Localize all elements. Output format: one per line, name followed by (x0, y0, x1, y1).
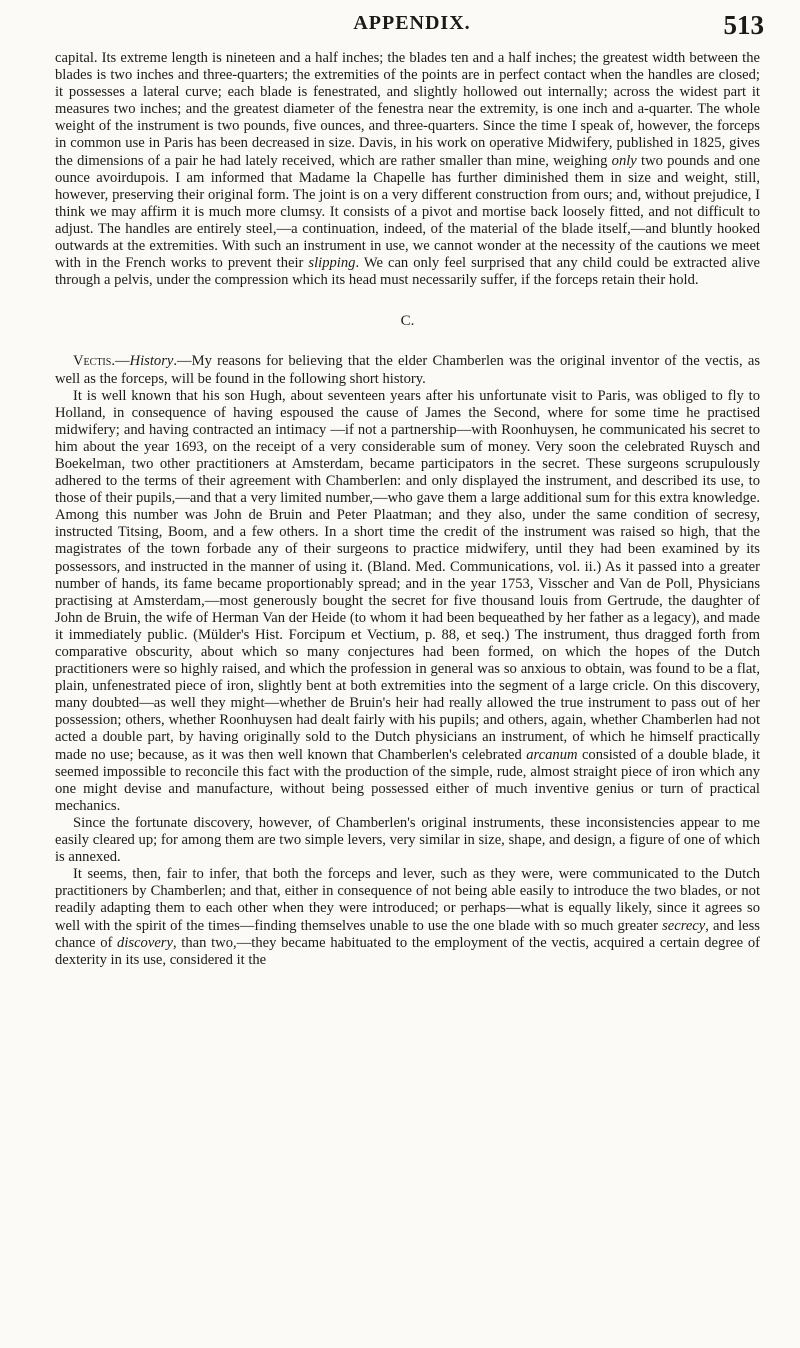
emphasis-text: only (611, 152, 637, 169)
paragraph-discovery: Since the fortunate discovery, however, of Chamberlen's original instruments, these inconsistencies appear to me easily cleared up; for among them are two simple levers, very similar in size, shape, and design, a figure of one of which is annexed. (55, 814, 760, 866)
page-header (60, 12, 764, 40)
body-text (55, 50, 760, 969)
paragraph-forceps-description (55, 50, 760, 289)
paragraph-inference (55, 866, 760, 969)
emphasis-text: arcanum (526, 746, 578, 763)
paragraph-text: , than two,—they became habituated to the employment of the vectis, acquired a certain degree of dexterity in its use, considered it the (55, 934, 760, 968)
history-label: History (129, 353, 174, 370)
emphasis-text: secrecy (662, 917, 706, 934)
paragraph-text: It seems, then, fair to infer, that both the forceps and lever, such as they were, were communicated to the Dutch practitioners by Chamberlen; and that, either in consequence of not being able easily to introduce the two blades, or not readily adapting them to each other when they were introduced; or perhaps—what is equally likely, since it agrees so well with the spirit of the times—finding themselves unable to use the one blade with so much greater (55, 866, 760, 934)
lead-dash: .— (111, 353, 130, 370)
paragraph-text: , and less chance of (55, 917, 760, 951)
paragraph-vectis-intro (55, 353, 760, 387)
paragraph-text: . We can only feel surprised that any child could be extracted alive through a pelvis, under the compression which its head must necessarily suffer, if the forceps retain their hold. (55, 255, 760, 289)
emphasis-text: discovery (117, 934, 173, 951)
paragraph-text: consisted of a double blade, it seemed impossible to reconcile this fact with the production of the simple, rude, almost straight piece of iron which any one might devise and manufacture, without being possessed either of much inventive genius or turn of practical mechanics. (55, 746, 760, 814)
section-heading: C. (400, 313, 415, 330)
emphasis-text: slipping (308, 255, 356, 272)
paragraph-text: It is well known that his son Hugh, about seventeen years after his unfortunate visit to Paris, was obliged to fly to Holland, in consequence of having espoused the cause of James the Second, where for some time he practised midwifery; and having contracted an intimacy —if not a partnership—with Roonhuysen, he communicated his secret to him about the year 1693, on the receipt of a very considerable sum of money. Very soon the celebrated Ruysch and Boekelman, two other practitioners at Amsterdam, became participators in the secret. These surgeons scrupulously adhered to the terms of their agreement with Chamberlen: and only displayed the instrument, and described its use, to those of their pupils,—and that a very limited number,—who gave them a large additional sum for this extra knowledge. Among this number was John de Bruin and Peter Plaatman; and they also, under the same condition of secresy, instructed Titsing, Boom, and a few others. In a short time the credit of the instrument was raised so high, that the magistrates of the town forbade any of their surgeons to practice midwifery, until they had been examined by its possessors, and instructed in the manner of using it. (Bland. Med. Communications, vol. ii.) As it passed into a greater number of hands, its fame became proportionably spread; and in the year 1753, Visscher and Van de Poll, Physicians practising at Amsterdam,—most generously bought the secret for five thousand louis from Gertrude, the daughter of John de Bruin, the wife of Herman Van der Heide (to whom it had been bequeathed by her father as a legacy), and made it immediately public. (Mülder's Hist. Forcipum et Vectium, p. 88, et seq.) The instrument, thus dragged forth from comparative obscurity, about which so many conjectures had been formed, on which the hopes of the Dutch practitioners were so highly raised, and which the profession in general was so anxious to obtain, was found to be a flat, plain, unfenestrated piece of iron, slightly bent at both extremities into the segment of a large cricle. On this discovery, many doubted—as well they might—whether de Bruin's heir had really allowed the true instrument to pass out of her possession; others, whether Roonhuysen had dealt fairly with his pupils; and others, again, whether Chamberlen had not acted a double part, by having originally sold to the Dutch physicians an instrument, of which he himself practically made no use; because, as it was then well known that Chamberlen's celebrated (55, 387, 760, 763)
vectis-lead: Vectis (73, 353, 112, 370)
page-number: 513 (723, 10, 764, 40)
paragraph-text: capital. Its extreme length is nineteen and a half inches; the blades ten and a half inches; the greatest width between the blades is two inches and three-quarters; the extremities of the points are in perfect contact when the handles are closed; it possesses a lateral curve; each blade is fenestrated, and slightly hollowed out internally; across the widest part it measures two inches; and the greatest diameter of the fenestra near the extremity, is one inch and a-quarter. The whole weight of the instrument is two pounds, five ounces, and three-quarters. Since the time I speak of, however, the forceps in common use in Paris has been decreased in size. Davis, in his work on operative Midwifery, published in 1825, gives the dimensions of a pair he had lately received, which are rather smaller than mine, weighing (55, 50, 760, 169)
paragraph-text: .—My reasons for believing that the elder Chamberlen was the original inventor of the vectis, as well as the forceps, will be found in the following short history. (55, 353, 760, 387)
paragraph-text: two pounds and one ounce avoirdupois. I am informed that Madame la Chapelle has further diminished them in size and weight, still, however, preserving their original form. The joint is on a very different construction from ours; and, without prejudice, I think we may affirm it is much more clumsy. It consists of a pivot and mortise back loosely fitted, and not difficult to adjust. The handles are entirely steel,—a continuation, indeed, of the material of the blade itself,—and bluntly hooked outwards at the extremities. With such an instrument in use, we cannot wonder at the necessity of the cautions we meet with in the French works to prevent their (55, 152, 760, 272)
running-title: APPENDIX. (353, 12, 471, 34)
paragraph-vectis-history (55, 388, 760, 815)
